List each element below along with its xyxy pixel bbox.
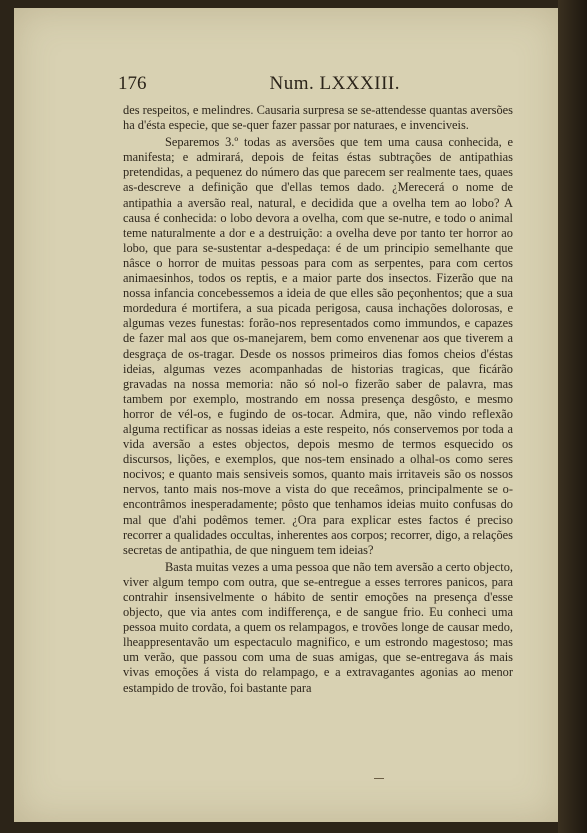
body-text xyxy=(123,103,513,696)
page-bottom-mark xyxy=(374,778,384,779)
paragraph-continuation: des respeitos, e melindres. Causaria surpresa se se-attendesse quantas aversões ha d'ésta especie, que se-quer fazer passar por naturaes, e invenciveis. xyxy=(123,103,513,133)
page-number: 176 xyxy=(118,73,147,94)
paragraph-separemos: Separemos 3.º todas as aversões que tem uma causa conhecida, e manifesta; e admirará, depois de feitas éstas subtrações de antipathias pretendidas, a pequenez do número das que parecem ser realmente taes, quaes as-descreve a definição que d'ellas temos dado. ¿Merecerá o nome de antipathia a aversão real, natural, e decidida que a ovelha tem ao lobo? A causa é conhecida: o lobo devora a ovelha, com que se-nutre, e todo o animal teme naturalmente a dor e a destruição: a ovelha deve por tanto ter horror ao lobo, que para se-sustentar a-despedaça: é de um principio semelhante que nâsce o horror de muitas pessoas para com as serpentes, para com certos animaesinhos, todos os reptis, e a maior parte dos insectos. Fizerão que na nossa infancia concebessemos a ideia de que elles são peçonhentos; que a sua mordedura é mortifera, a sua picada perigosa, causa inchações dolorosas, e algumas vezes funestas: forão-nos representados como immundos, e capazes de fazer mal aos que os-manejarem, bem como envenenar aos que tiverem a desgraça de os-tragar. Desde os nossos primeiros dias fomos cheios d'éstas ideias, algumas vezes acompanhadas de historias tragicas, que ficárão gravadas na nossa memoria: não só nol-o fizerão saber de palavra, mas tambem por exemplo, mostrando em nossa presença desgôsto, e mesmo horror de vél-os, e fugindo de os-tocar. Admira, que, não vindo reflexão alguma rectificar as nossas ideias a este respeito, nós conservemos por toda a vida aversão a estes objectos, depois mesmo de termos esquecido os discursos, lições, e exemplos, que nos-tem ensinado a olhal-os como seres nocivos; e quanto mais sensiveis somos, quanto mais irritaveis são os nossos nervos, tanto mais nos-move a vista do que receâmos, principalmente se o-encontrâmos inesperadamente; pôsto que tenhamos ideias muito confusas do mal que d'ahi podêmos temer. ¿Ora para explicar estes factos é preciso recorrer a qualidades occultas, inherentes aos corpos; recorrer, digo, a relações secretas de antipathia, de que ninguem tem ideias? xyxy=(123,135,513,557)
book-spine xyxy=(558,0,587,833)
issue-number-title: Num. LXXXIII. xyxy=(269,73,400,94)
paragraph-basta: Basta muitas vezes a uma pessoa que não tem aversão a certo objecto, viver algum tempo com outra, que se-entregue a esses terrores panicos, para contrahir insensivelmente o hábito de sentir emoções na presença d'esse objecto, que via antes com indifferença, e de sangue frio. Eu conheci uma pessoa muito cordata, a quem os relampagos, e trovões longe de causar medo, lheappresentavão um espectaculo magnifico, e um estrondo magestoso; mas um verão, que passou com uma de suas amigas, que se-entregava ás mais vivas emoções á vista do relampago, e a extravagantes agonias ao menor estampido de trovão, foi bastante para xyxy=(123,559,513,695)
running-head xyxy=(118,73,400,95)
